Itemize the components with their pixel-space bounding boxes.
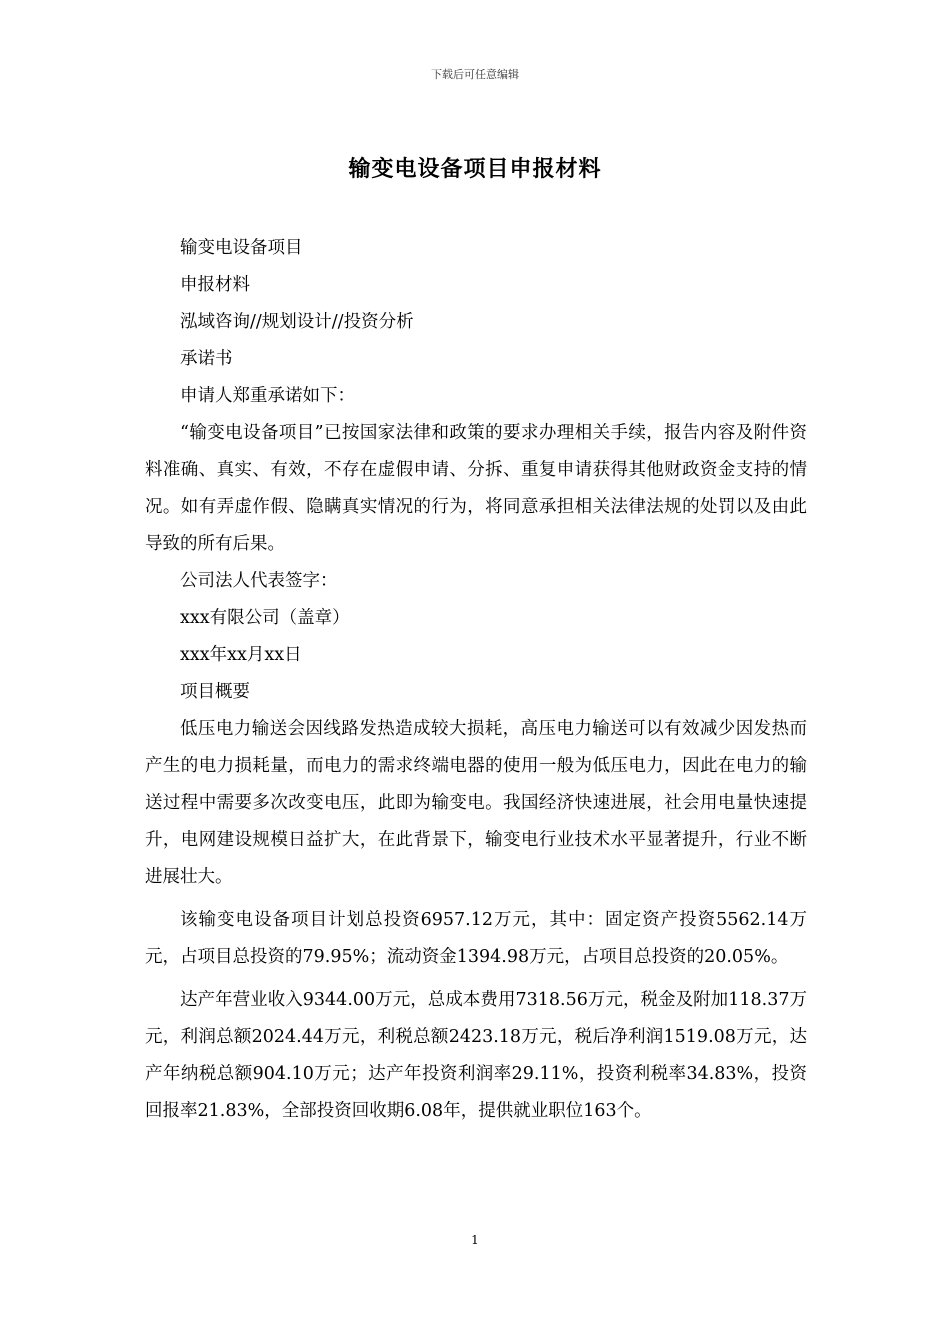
paragraph-financials: 达产年营业收入9344.00万元，总成本费用7318.56万元，税金及附加118.37万元，利润总额2024.44万元，利税总额2423.18万元，税后净利润1519.08万元，达产年纳税总额904.10万元；达产年投资利润率29.11%，投资利税率34.83%，投资回报率21.83%，全部投资回收期6.08年，提供就业职位163个。 [145,990,807,1121]
paragraph-investment: 该输变电设备项目计划总投资6957.12万元，其中：固定资产投资5562.14万元，占项目总投资的79.95%；流动资金1394.98万元，占项目总投资的20.05%。 [145,910,807,967]
paragraph-commitment-heading: 承诺书 [180,349,233,369]
page-number: 1 [471,1233,479,1247]
paragraph-overview-heading: 项目概要 [180,682,250,702]
header-note: 下载后可任意编辑 [431,68,519,81]
document-title: 输变电设备项目申报材料 [348,157,602,182]
paragraph-applicant-statement: 申请人郑重承诺如下： [180,386,355,406]
paragraph-overview-text: 低压电力输送会因线路发热造成较大损耗，高压电力输送可以有效减少因发热而产生的电力损耗量，而电力的需求终端电器的使用一般为低压电力，因此在电力的输送过程中需要多次改变电压，此即为输变电。我国经济快速进展，社会用电量快速提升，电网建设规模日益扩大，在此背景下，输变电行业技术水平显著提升，行业不断进展壮大。 [145,719,807,887]
paragraph-date: xxx年xx月xx日 [180,645,302,665]
paragraph-project-name: 输变电设备项目 [180,238,303,258]
paragraph-signature-line: 公司法人代表签字： [180,571,338,591]
paragraph-commitment-text: “输变电设备项目”已按国家法律和政策的要求办理相关手续，报告内容及附件资料准确、真实、有效，不存在虚假申请、分拆、重复申请获得其他财政资金支持的情况。如有弄虚作假、隐瞒真实情况的行为，将同意承担相关法律法规的处罚以及由此导致的所有后果。 [145,423,807,554]
paragraph-company-seal: xxx有限公司（盖章） [180,608,350,628]
paragraph-consultancy: 泓域咨询//规划设计//投资分析 [180,312,414,332]
document-body [145,230,807,1130]
paragraph-material-type: 申报材料 [180,275,250,295]
